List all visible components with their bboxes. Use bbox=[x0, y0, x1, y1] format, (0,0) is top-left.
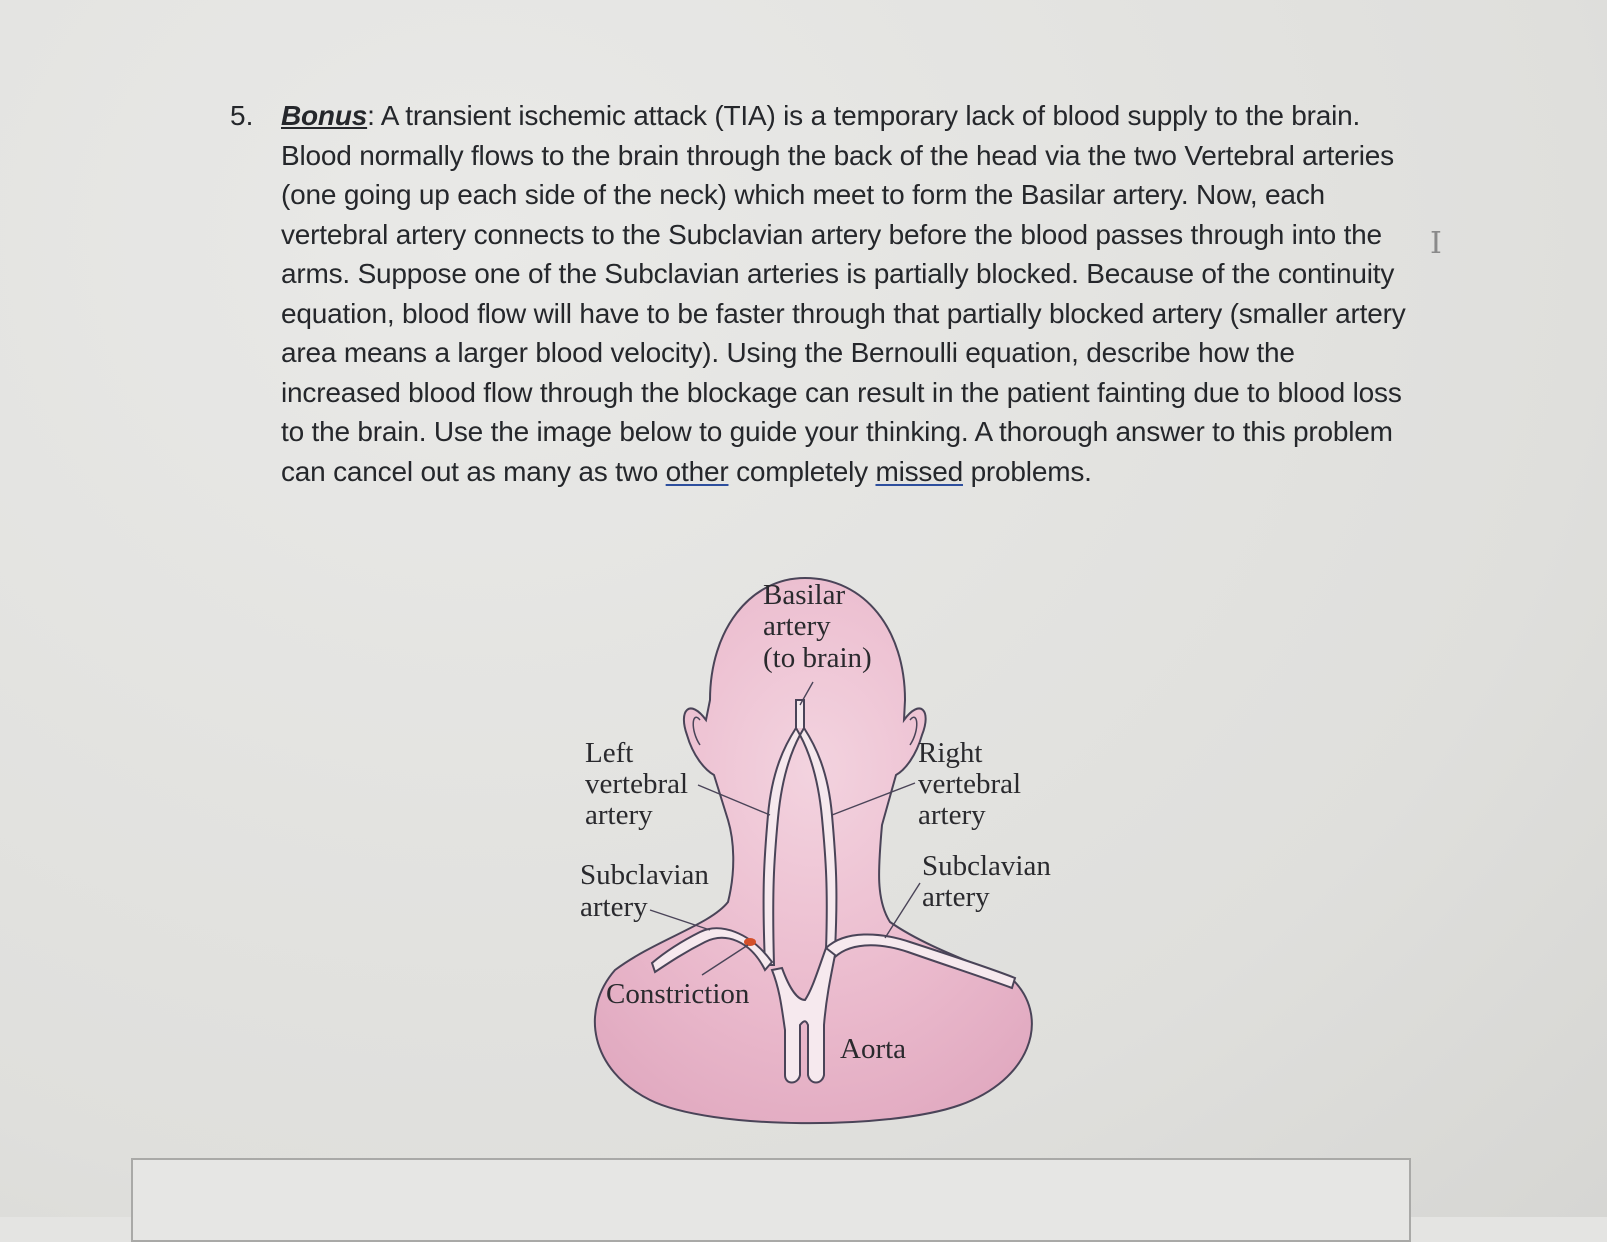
right-vertebral-label-line3: artery bbox=[918, 799, 986, 831]
question-mid-text: completely bbox=[728, 455, 876, 487]
underlined-word-other: other bbox=[665, 455, 729, 487]
answer-box[interactable] bbox=[131, 1158, 1411, 1242]
aorta-label: Aorta bbox=[840, 1033, 907, 1065]
question-number: 5. bbox=[230, 100, 254, 131]
left-vertebral-label-line1: Left bbox=[585, 737, 634, 769]
constriction-label: Constriction bbox=[606, 978, 750, 1010]
artery-diagram bbox=[560, 570, 1100, 1130]
basilar-label-line2: artery bbox=[763, 610, 831, 642]
right-vertebral-label-line1: Right bbox=[918, 737, 983, 769]
left-subclavian-label-line2: artery bbox=[580, 891, 648, 923]
question-lead-text: : A transient ischemic attack (TIA) is a temporary lack of blood supply to the brain. Blood normally flows to the brain through the back of the head via the two Vertebral arteries (one going up each side of the neck) which meet to form the Basilar artery. Now, each vertebral artery connects to the Subclavian artery before the blood passes through into the arms. Suppose one of the Subclavian arteries is partially blocked. Because of the continuity equation, blood flow will have to be faster through that partially blocked artery (smaller artery area means a larger blood velocity). Using the Bernoulli equation, describe how the increased blood flow through the blockage can result in the patient fainting due to blood loss to the brain. Use the image below to guide your thinking. A thorough answer to this problem can cancel out as many as two bbox=[281, 100, 1406, 487]
bonus-label: Bonus bbox=[281, 100, 368, 131]
basilar-label-line3: (to brain) bbox=[763, 642, 872, 674]
constriction-marker bbox=[744, 938, 756, 946]
question-tail-text: problems. bbox=[962, 455, 1092, 487]
right-subclavian-label-line2: artery bbox=[922, 881, 990, 913]
basilar-label-line1: Basilar bbox=[763, 579, 846, 611]
question-text bbox=[281, 96, 1406, 491]
artery-diagram-svg bbox=[560, 570, 1100, 1130]
text-cursor-icon: I bbox=[1430, 226, 1442, 261]
left-subclavian-leader-line bbox=[650, 910, 710, 930]
left-subclavian-label-line1: Subclavian bbox=[580, 859, 709, 891]
left-vertebral-label-line2: vertebral bbox=[585, 768, 689, 800]
right-subclavian-label-line1: Subclavian bbox=[922, 850, 1051, 882]
right-vertebral-label-line2: vertebral bbox=[918, 768, 1022, 800]
left-vertebral-label-line3: artery bbox=[585, 799, 653, 831]
underlined-word-missed: missed bbox=[875, 455, 963, 487]
